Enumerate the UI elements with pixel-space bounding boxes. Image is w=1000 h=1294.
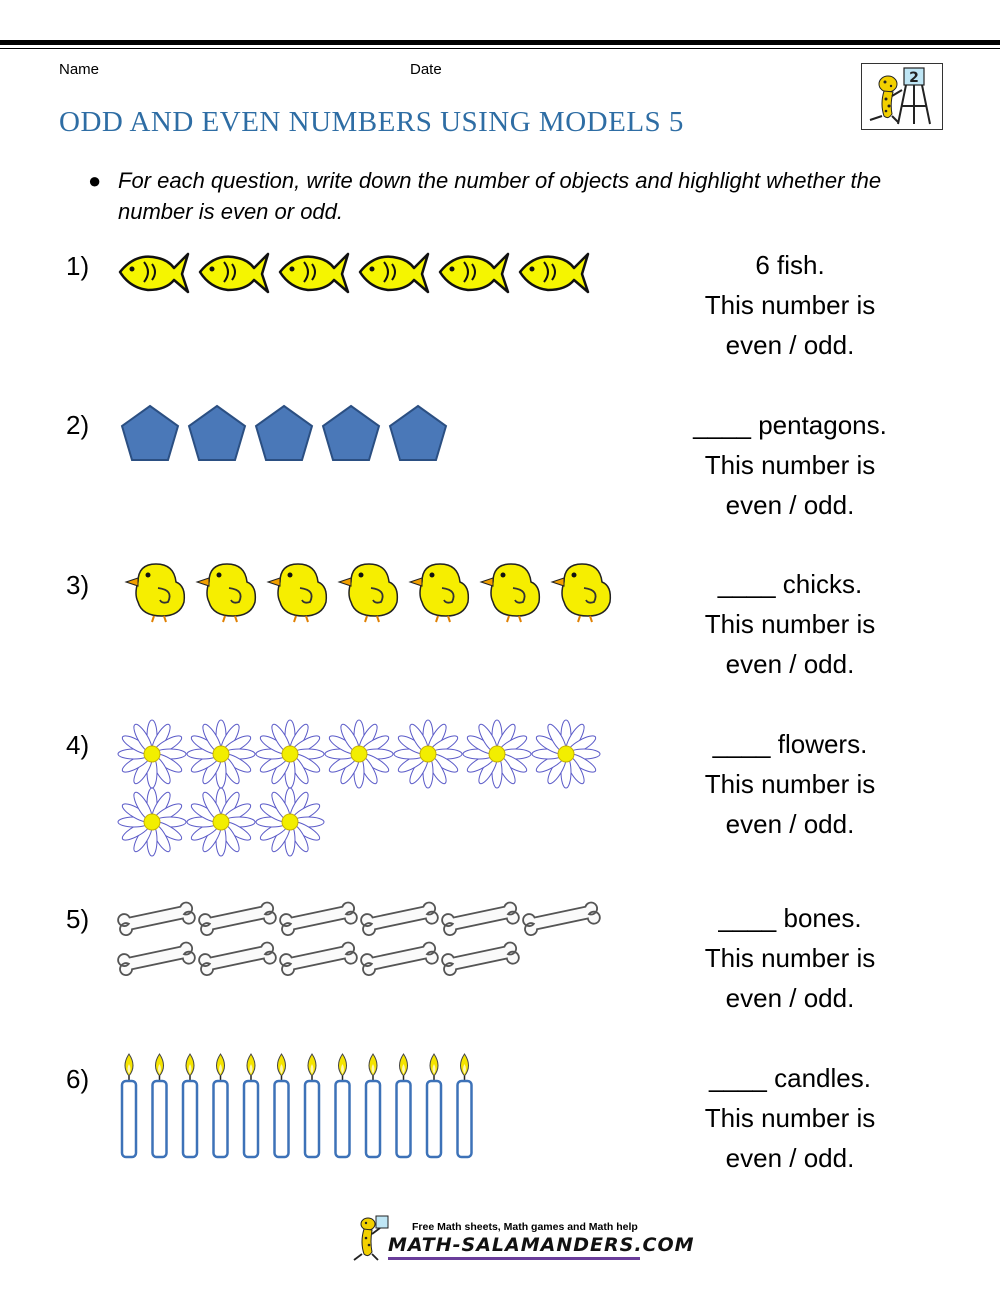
fish-icon — [120, 254, 188, 292]
flower-icon — [118, 788, 186, 856]
answer-block — [640, 405, 940, 525]
pentagon-icon — [122, 406, 178, 460]
answer-block — [640, 245, 940, 365]
candle-icon — [183, 1054, 197, 1157]
answer-count-line[interactable]: ____ chicks. — [717, 569, 863, 599]
top-rule — [0, 40, 1000, 45]
candle-icon — [244, 1054, 258, 1157]
answer-even-odd: even / odd. — [725, 330, 855, 360]
chick-icon — [197, 564, 255, 622]
candle-icon — [397, 1054, 411, 1157]
answer-block — [640, 564, 940, 684]
answer-count-line[interactable]: ____ bones. — [718, 903, 862, 933]
answer-count-line[interactable]: ____ flowers. — [712, 729, 868, 759]
pentagon-icon — [189, 406, 245, 460]
flower-icon — [394, 720, 462, 788]
question-number: 3) — [66, 570, 90, 600]
footer-brand: MATH-SALAMANDERS.COM — [388, 1234, 695, 1256]
flower-icon — [256, 788, 324, 856]
answer-block — [640, 724, 940, 844]
flower-icon — [256, 720, 324, 788]
page-title: ODD AND EVEN NUMBERS USING MODELS 5 — [59, 106, 684, 138]
bone-icon — [360, 900, 439, 938]
salamander-footer-icon — [350, 1214, 390, 1264]
grade-logo — [861, 63, 943, 130]
answer-line-2: This number is — [704, 290, 876, 320]
flower-icon — [532, 720, 600, 788]
grade-number: 2 — [909, 70, 919, 86]
candle-row — [118, 1054, 498, 1162]
footer-logo — [350, 1212, 695, 1267]
candle-icon — [275, 1054, 289, 1157]
question-number: 5) — [66, 904, 90, 934]
fish-icon — [440, 254, 508, 292]
fish-icon — [360, 254, 428, 292]
answer-count-line: 6 fish. — [755, 250, 825, 280]
candle-icon — [458, 1054, 472, 1157]
answer-line-2: This number is — [704, 1103, 876, 1133]
bone-icon — [198, 900, 277, 938]
chick-icon — [268, 564, 326, 622]
answer-count-line[interactable]: ____ candles. — [709, 1063, 871, 1093]
pentagon-row — [118, 402, 458, 464]
flower-icon — [118, 720, 186, 788]
candle-icon — [214, 1054, 228, 1157]
question-number: 1) — [66, 251, 90, 281]
bone-icon — [279, 940, 358, 978]
flower-icon — [325, 720, 393, 788]
flower-icon — [187, 788, 255, 856]
answer-count-line[interactable]: ____ pentagons. — [693, 410, 887, 440]
salamander-logo-icon — [862, 64, 942, 128]
fish-row — [118, 246, 598, 298]
bone-icon — [441, 940, 520, 978]
pentagon-icon — [390, 406, 446, 460]
bone-icon — [117, 900, 196, 938]
bullet-icon: ● — [88, 168, 102, 193]
candle-icon — [305, 1054, 319, 1157]
answer-line-2: This number is — [704, 943, 876, 973]
flower-icon — [463, 720, 531, 788]
footer-tagline: Free Math sheets, Math games and Math help — [412, 1221, 638, 1233]
date-label: Date — [410, 61, 442, 78]
bone-icon — [279, 900, 358, 938]
name-label: Name — [59, 61, 100, 78]
chick-icon — [481, 564, 539, 622]
candle-icon — [122, 1054, 136, 1157]
candle-icon — [153, 1054, 167, 1157]
answer-even-odd[interactable]: even / odd. — [725, 490, 855, 520]
answer-line-2: This number is — [704, 769, 876, 799]
top-rule-thin — [0, 48, 1000, 49]
fish-icon — [280, 254, 348, 292]
chick-row — [118, 560, 638, 622]
candle-icon — [366, 1054, 380, 1157]
question-number: 4) — [66, 730, 90, 760]
instruction-text: For each question, write down the number of objects and highlight whether the number is even or odd. — [118, 168, 882, 224]
question-number: 6) — [66, 1064, 90, 1094]
answer-even-odd[interactable]: even / odd. — [725, 983, 855, 1013]
flower-rows — [118, 718, 618, 864]
fish-icon — [520, 254, 588, 292]
fish-icon — [200, 254, 268, 292]
answer-even-odd[interactable]: even / odd. — [725, 1143, 855, 1173]
pentagon-icon — [323, 406, 379, 460]
bone-icon — [198, 940, 277, 978]
bone-icon — [117, 940, 196, 978]
bone-icon — [522, 900, 601, 938]
answer-line-2: This number is — [704, 450, 876, 480]
question-number: 2) — [66, 410, 90, 440]
answer-block — [640, 1058, 940, 1178]
candle-icon — [336, 1054, 350, 1157]
footer-underline — [388, 1257, 640, 1260]
answer-block — [640, 898, 940, 1018]
bone-icon — [360, 940, 439, 978]
bone-icon — [441, 900, 520, 938]
flower-icon — [187, 720, 255, 788]
instruction — [88, 165, 948, 227]
chick-icon — [126, 564, 184, 622]
answer-even-odd[interactable]: even / odd. — [725, 649, 855, 679]
chick-icon — [410, 564, 468, 622]
chick-icon — [552, 564, 610, 622]
candle-icon — [427, 1054, 441, 1157]
pentagon-icon — [256, 406, 312, 460]
answer-line-2: This number is — [704, 609, 876, 639]
answer-even-odd[interactable]: even / odd. — [725, 809, 855, 839]
bone-rows — [118, 898, 618, 982]
chick-icon — [339, 564, 397, 622]
